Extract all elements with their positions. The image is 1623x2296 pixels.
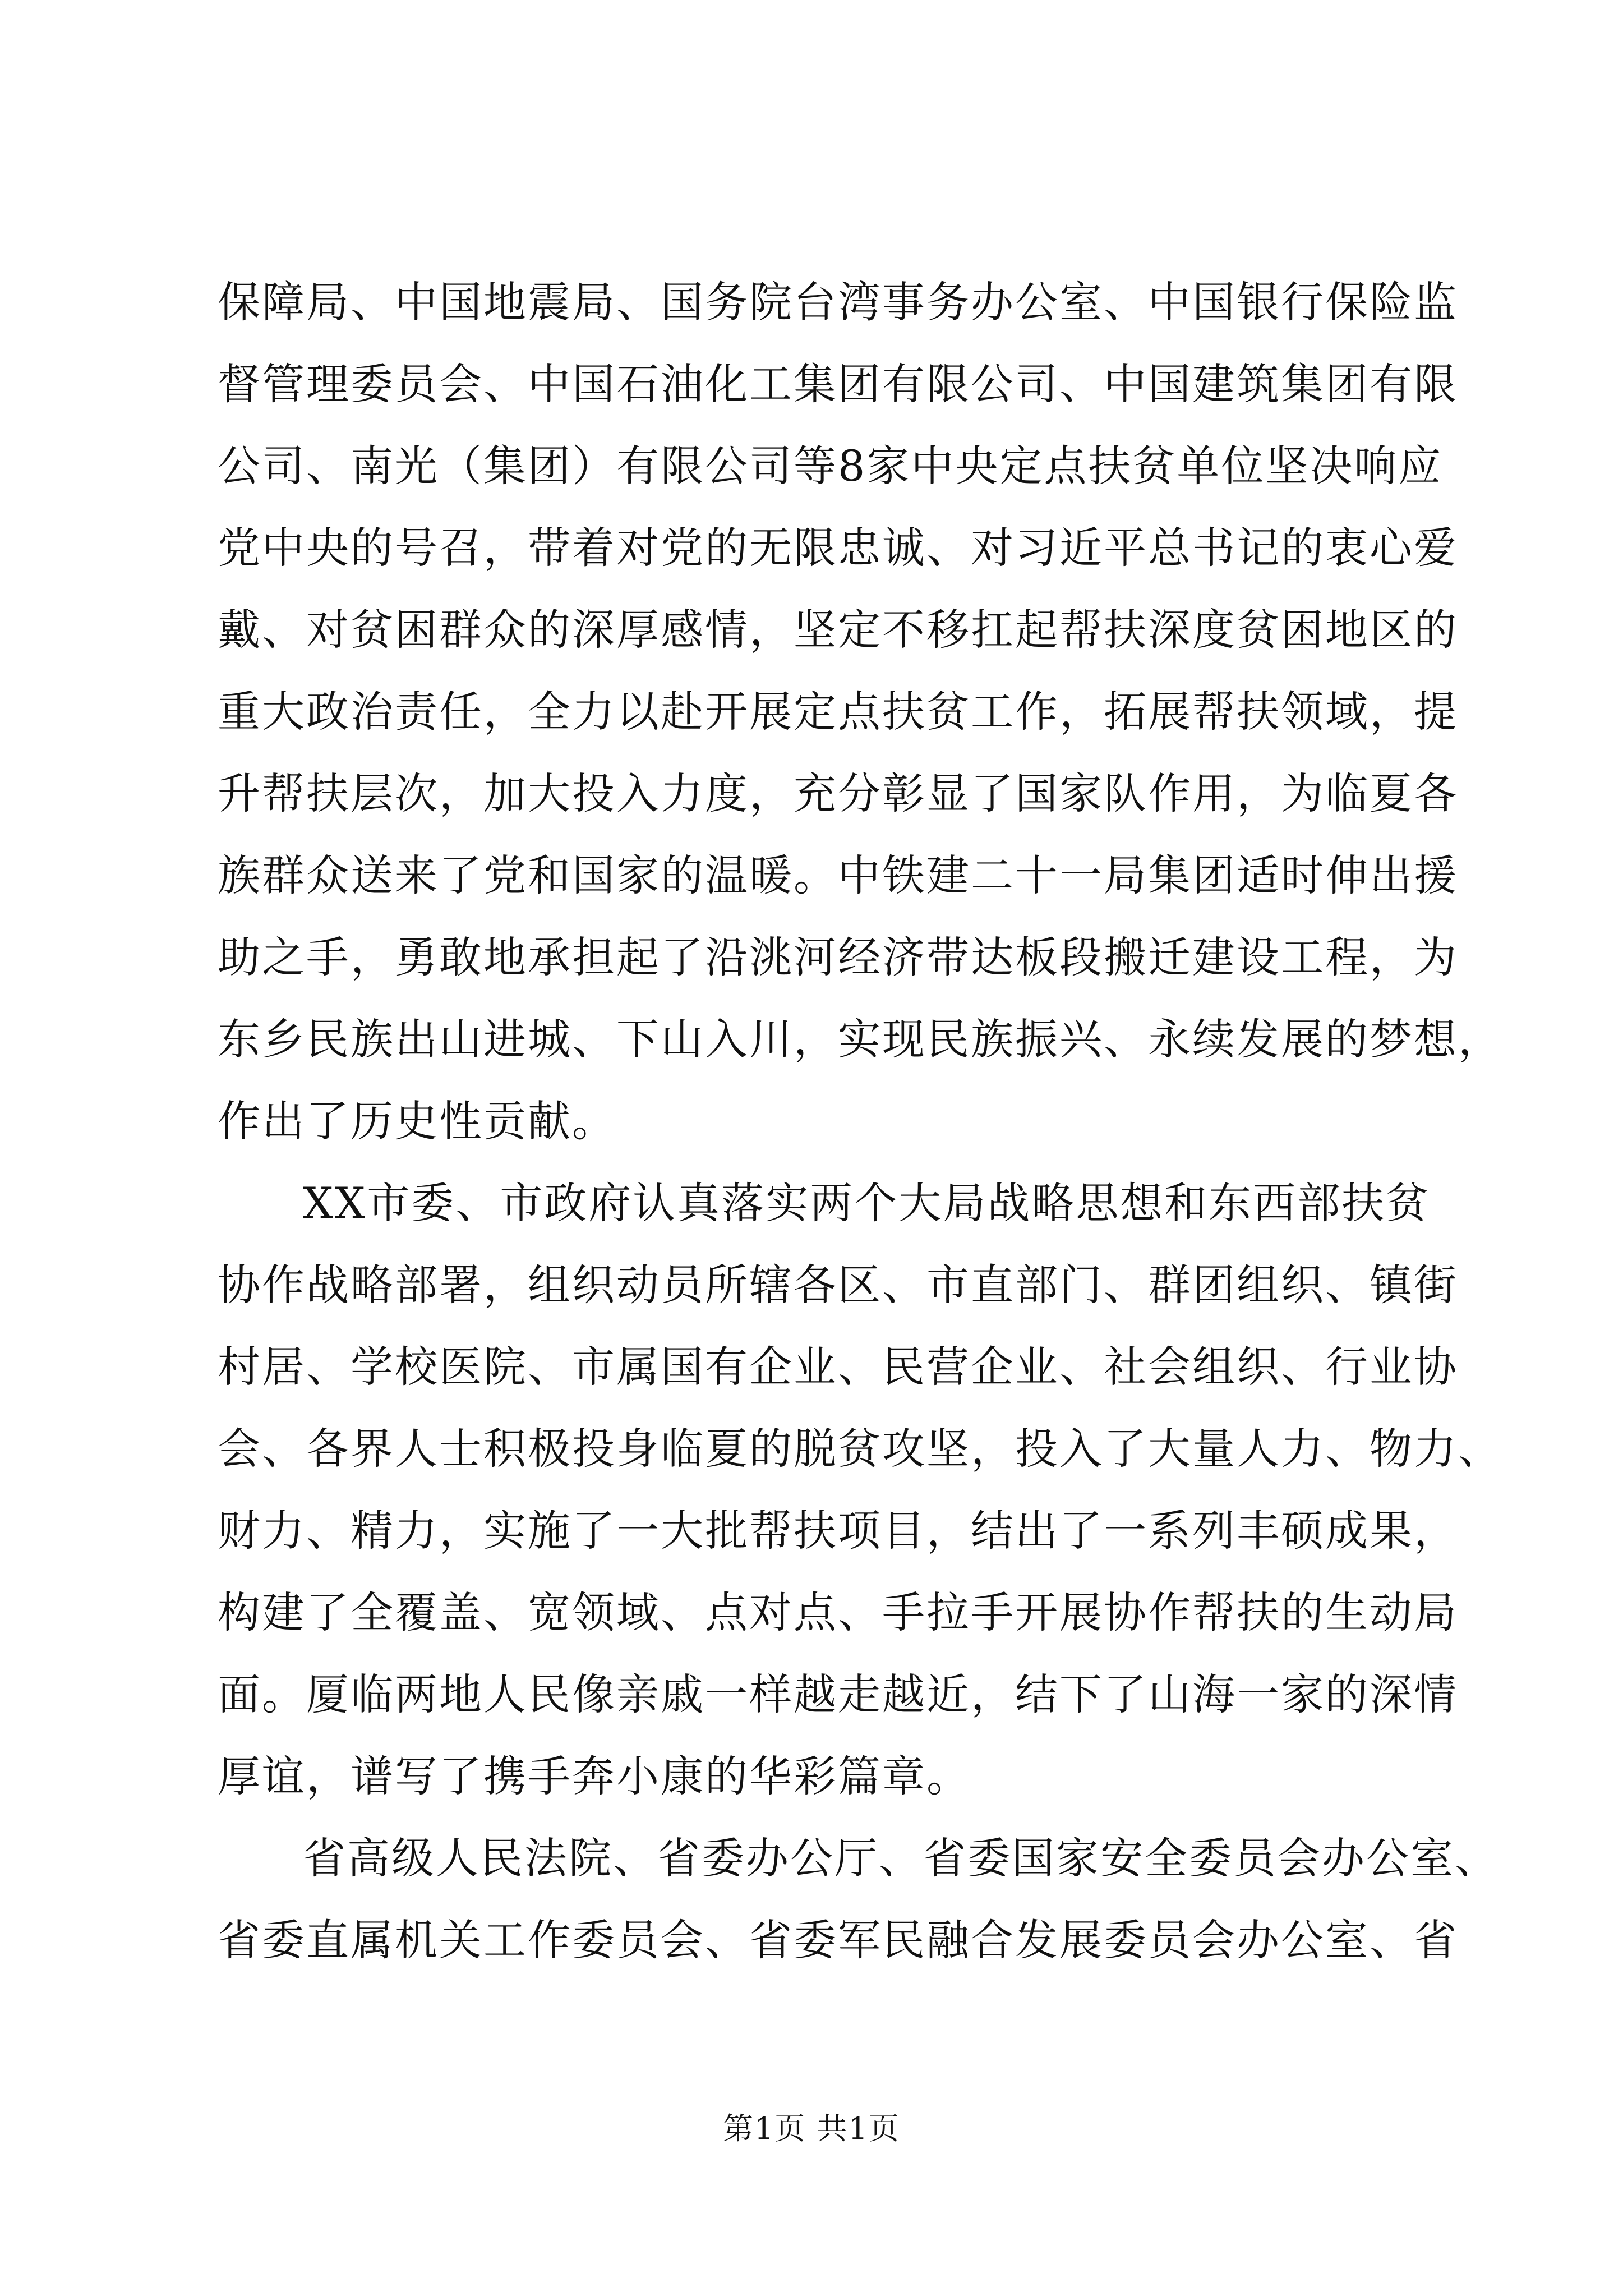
page-footer (0, 2109, 1623, 2148)
page-number: 第1页 共1页 (723, 2111, 900, 2146)
text-line: 东乡民族出山进城、下山入川，实现民族振兴、永续发展的梦想， (218, 1014, 1502, 1064)
text-line: 厚谊，谱写了携手奔小康的华彩篇章。 (218, 1751, 971, 1801)
text-line: 助之手，勇敢地承担起了沿洮河经济带达板段搬迁建设工程，为 (218, 932, 1458, 982)
text-line: 财力、精力，实施了一大批帮扶项目，结出了一系列丰硕成果， (218, 1506, 1458, 1556)
text-line: 构建了全覆盖、宽领域、点对点、手拉手开展协作帮扶的生动局 (218, 1588, 1458, 1637)
text-line: 作出了历史性贡献。 (218, 1096, 616, 1146)
paragraph-start-line: XX市委、市政府认真落实两个大局战略思想和东西部扶贫 (303, 1178, 1431, 1228)
text-line: 协作战略部署，组织动员所辖各区、市直部门、群团组织、镇街 (218, 1260, 1458, 1310)
text-line: 会、各界人士积极投身临夏的脱贫攻坚，投入了大量人力、物力、 (218, 1424, 1502, 1474)
text-line: 公司、南光（集团）有限公司等8家中央定点扶贫单位坚决响应 (218, 441, 1443, 491)
text-line: 面。厦临两地人民像亲戚一样越走越近，结下了山海一家的深情 (218, 1669, 1458, 1719)
document-body (218, 261, 1502, 1981)
text-line: 村居、学校医院、市属国有企业、民营企业、社会组织、行业协 (218, 1342, 1458, 1392)
text-line: 重大政治责任，全力以赴开展定点扶贫工作，拓展帮扶领域，提 (218, 687, 1458, 737)
text-line: 党中央的号召，带着对党的无限忠诚、对习近平总书记的衷心爱 (218, 523, 1458, 573)
text-line: 族群众送来了党和国家的温暖。中铁建二十一局集团适时伸出援 (218, 850, 1458, 900)
text-line: 省委直属机关工作委员会、省委军民融合发展委员会办公室、省 (218, 1915, 1458, 1965)
text-line: 戴、对贫困群众的深厚感情，坚定不移扛起帮扶深度贫困地区的 (218, 605, 1458, 655)
text-line: 督管理委员会、中国石油化工集团有限公司、中国建筑集团有限 (218, 359, 1458, 409)
text-line: 保障局、中国地震局、国务院台湾事务办公室、中国银行保险监 (218, 277, 1458, 327)
paragraph-start-line: 省高级人民法院、省委办公厅、省委国家安全委员会办公室、 (303, 1833, 1499, 1883)
text-line: 升帮扶层次，加大投入力度，充分彰显了国家队作用，为临夏各 (218, 769, 1458, 818)
